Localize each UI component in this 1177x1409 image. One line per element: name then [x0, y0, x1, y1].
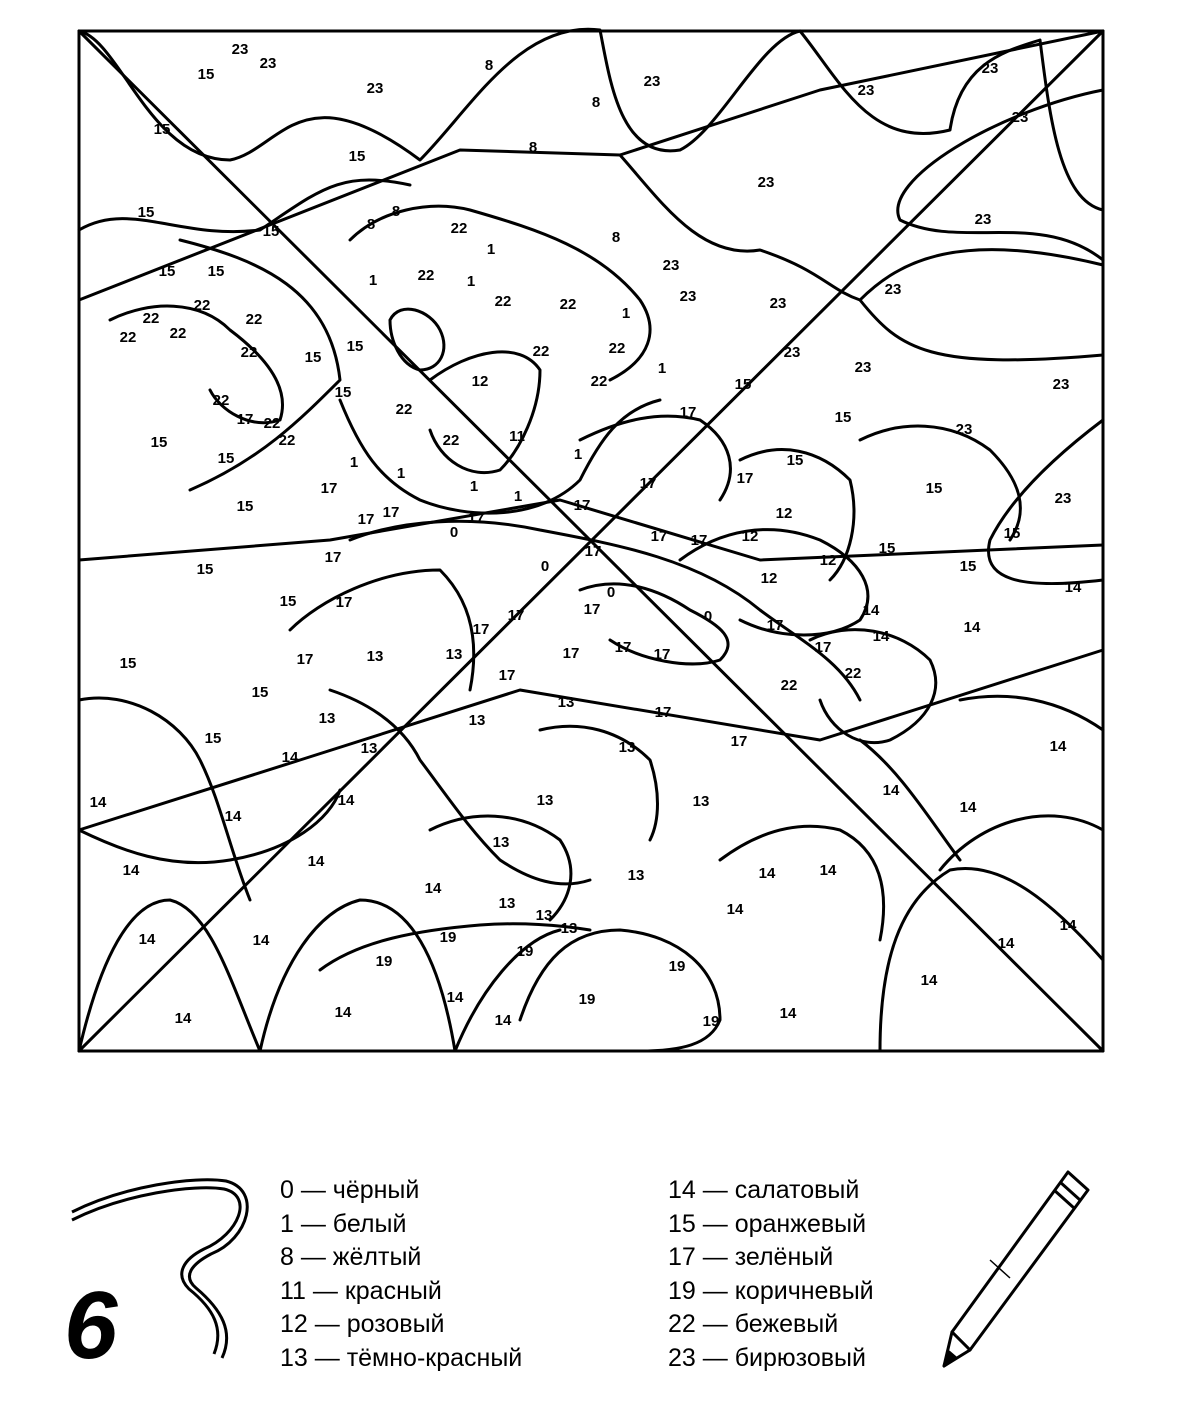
legend-item: 22 — бежевый: [668, 1310, 839, 1338]
pencil-icon: [930, 1160, 1100, 1380]
region-number: 0: [703, 607, 713, 625]
region-number: 22: [245, 310, 263, 328]
region-number: 14: [758, 864, 776, 882]
region-number: 13: [627, 866, 645, 884]
region-number: 22: [417, 266, 435, 284]
region-number: 22: [169, 324, 187, 342]
region-number: 17: [766, 616, 784, 634]
region-number: 14: [122, 861, 140, 879]
region-number: 14: [862, 601, 880, 619]
region-number: 14: [224, 807, 242, 825]
region-number: 22: [240, 343, 258, 361]
region-number: 17: [498, 666, 516, 684]
region-number: 23: [366, 79, 384, 97]
region-number: 22: [780, 676, 798, 694]
region-number: 23: [757, 173, 775, 191]
region-number: 13: [468, 711, 486, 729]
region-number: 14: [307, 852, 325, 870]
region-number: 14: [174, 1009, 192, 1027]
region-number: 15: [153, 120, 171, 138]
region-number: 14: [334, 1003, 352, 1021]
page-number: 6: [64, 1272, 118, 1379]
region-number: 22: [395, 400, 413, 418]
region-number: 12: [760, 569, 778, 587]
region-number: 14: [959, 798, 977, 816]
region-number: 13: [557, 693, 575, 711]
legend-item: 17 — зелёный: [668, 1243, 834, 1271]
region-number: 23: [1011, 108, 1029, 126]
legend-item: 14 — салатовый: [668, 1176, 860, 1204]
region-number: 13: [536, 791, 554, 809]
region-number: 15: [158, 262, 176, 280]
region-number: 14: [494, 1011, 512, 1029]
region-number: 15: [196, 560, 214, 578]
region-number: 17: [320, 479, 338, 497]
region-number: 23: [769, 294, 787, 312]
region-number: 15: [251, 683, 269, 701]
region-number: 17: [236, 410, 254, 428]
region-number: 15: [137, 203, 155, 221]
region-number: 17: [324, 548, 342, 566]
region-number: 8: [591, 93, 601, 111]
region-number: 0: [540, 557, 550, 575]
region-number: 17: [584, 542, 602, 560]
region-number: 19: [375, 952, 393, 970]
region-number: 17: [583, 600, 601, 618]
region-number: 15: [150, 433, 168, 451]
region-number: 13: [492, 833, 510, 851]
region-number: 15: [346, 337, 364, 355]
region-number: 17: [467, 509, 485, 527]
legend-item: 1 — белый: [280, 1209, 407, 1238]
region-number: 14: [882, 781, 900, 799]
region-number: 23: [981, 59, 999, 77]
region-number: 23: [231, 40, 249, 58]
region-number: 17: [472, 620, 490, 638]
region-number: 23: [974, 210, 992, 228]
region-number: 23: [643, 72, 661, 90]
region-number: 22: [559, 295, 577, 313]
region-number: 22: [532, 342, 550, 360]
region-number: 12: [775, 504, 793, 522]
region-number: 15: [925, 479, 943, 497]
region-number: 23: [955, 420, 973, 438]
region-number: 14: [819, 861, 837, 879]
region-number: 13: [535, 906, 553, 924]
region-number: 22: [844, 664, 862, 682]
region-number: 15: [304, 348, 322, 366]
region-number: 14: [89, 793, 107, 811]
region-number: 17: [382, 503, 400, 521]
region-number: 1: [349, 453, 359, 471]
region-number: 1: [513, 487, 523, 505]
region-number: 15: [334, 383, 352, 401]
region-number: 19: [668, 957, 686, 975]
region-number: 15: [217, 449, 235, 467]
region-number: 15: [959, 557, 977, 575]
region-number: 1: [466, 272, 476, 290]
region-number: 8: [528, 138, 538, 156]
region-number: 23: [854, 358, 872, 376]
legend-column-1: [280, 1174, 522, 1375]
region-number: 22: [193, 296, 211, 314]
region-number: 8: [366, 215, 376, 233]
region-number: 13: [445, 645, 463, 663]
region-number: 19: [702, 1012, 720, 1030]
region-number: 17: [639, 474, 657, 492]
region-number: 14: [726, 900, 744, 918]
region-number: 17: [562, 644, 580, 662]
region-number: 14: [920, 971, 938, 989]
region-number: 14: [963, 618, 981, 636]
region-number: 23: [783, 343, 801, 361]
region-number: 15: [262, 222, 280, 240]
region-number: 17: [654, 703, 672, 721]
region-number: 13: [498, 894, 516, 912]
region-number: 15: [348, 147, 366, 165]
legend-item: 11 — красный: [280, 1276, 442, 1305]
region-number: 1: [621, 304, 631, 322]
region-number: 14: [138, 930, 156, 948]
region-number: 23: [1052, 375, 1070, 393]
region-number: 23: [679, 287, 697, 305]
legend-item: 0 — чёрный: [280, 1176, 420, 1204]
region-number: 17: [296, 650, 314, 668]
region-number: 15: [1003, 524, 1021, 542]
region-number: 1: [573, 445, 583, 463]
region-number: 23: [662, 256, 680, 274]
region-number: 15: [279, 592, 297, 610]
region-number: 17: [736, 469, 754, 487]
region-number: 14: [1064, 578, 1082, 596]
region-number: 22: [590, 372, 608, 390]
region-number: 22: [119, 328, 137, 346]
region-number: 15: [119, 654, 137, 672]
region-number: 17: [507, 606, 525, 624]
region-number: 17: [357, 510, 375, 528]
region-number: 15: [734, 375, 752, 393]
region-number: 14: [997, 934, 1015, 952]
region-number: 14: [252, 931, 270, 949]
region-number: 14: [281, 748, 299, 766]
region-number: 13: [618, 738, 636, 756]
region-number: 1: [368, 271, 378, 289]
legend-item: 15 — оранжевый: [668, 1209, 867, 1238]
region-number: 8: [484, 56, 494, 74]
region-number: 12: [741, 527, 759, 545]
legend-item: 8 — жёлтый: [280, 1243, 422, 1271]
region-number: 23: [857, 81, 875, 99]
region-number: 13: [692, 792, 710, 810]
legend-column-2: [668, 1174, 874, 1375]
region-number: 15: [786, 451, 804, 469]
region-number: 17: [335, 593, 353, 611]
region-number: 22: [142, 309, 160, 327]
region-number: 15: [236, 497, 254, 515]
region-number: 22: [450, 219, 468, 237]
region-number: 14: [424, 879, 442, 897]
region-number: 15: [197, 65, 215, 83]
region-number: 14: [337, 791, 355, 809]
region-number: 17: [650, 527, 668, 545]
legend-item: 12 — розовый: [280, 1310, 445, 1338]
region-number: 17: [614, 638, 632, 656]
region-number: 13: [560, 919, 578, 937]
region-number: 22: [263, 414, 281, 432]
region-number: 0: [449, 523, 459, 541]
region-number: 15: [878, 539, 896, 557]
region-number: 22: [608, 339, 626, 357]
region-number: 23: [884, 280, 902, 298]
region-number: 22: [212, 391, 230, 409]
region-number: 17: [730, 732, 748, 750]
region-number: 17: [690, 531, 708, 549]
region-number: 12: [471, 372, 489, 390]
region-number: 23: [1054, 489, 1072, 507]
region-number: 15: [834, 408, 852, 426]
region-number: 13: [366, 647, 384, 665]
region-number: 13: [318, 709, 336, 727]
region-number: 13: [360, 739, 378, 757]
region-number: 17: [679, 403, 697, 421]
region-number: 8: [611, 228, 621, 246]
legend-item: 19 — коричневый: [668, 1276, 874, 1305]
region-number: 14: [1049, 737, 1067, 755]
region-number: 1: [657, 359, 667, 377]
region-number: 12: [819, 551, 837, 569]
region-number: 22: [494, 292, 512, 310]
region-number: 17: [814, 638, 832, 656]
region-number: 1: [486, 240, 496, 258]
region-number: 1: [469, 477, 479, 495]
region-number: 22: [442, 431, 460, 449]
region-number: 17: [573, 496, 591, 514]
region-number: 22: [278, 431, 296, 449]
region-number: 23: [259, 54, 277, 72]
region-number: 14: [872, 627, 890, 645]
region-number: 15: [207, 262, 225, 280]
region-number: 11: [509, 427, 525, 445]
region-number: 19: [578, 990, 596, 1008]
region-number: 14: [1059, 916, 1077, 934]
legend-item: 13 — тёмно-красный: [280, 1343, 523, 1372]
region-number: 0: [606, 583, 616, 601]
region-number: 19: [516, 942, 534, 960]
legend-item: 23 — бирюзовый: [668, 1343, 866, 1372]
region-number: 14: [779, 1004, 797, 1022]
region-number: 14: [446, 988, 464, 1006]
region-number: 17: [653, 645, 671, 663]
region-number: 19: [439, 928, 457, 946]
region-number: 8: [391, 202, 401, 220]
region-number: 15: [204, 729, 222, 747]
region-number: 1: [396, 464, 406, 482]
